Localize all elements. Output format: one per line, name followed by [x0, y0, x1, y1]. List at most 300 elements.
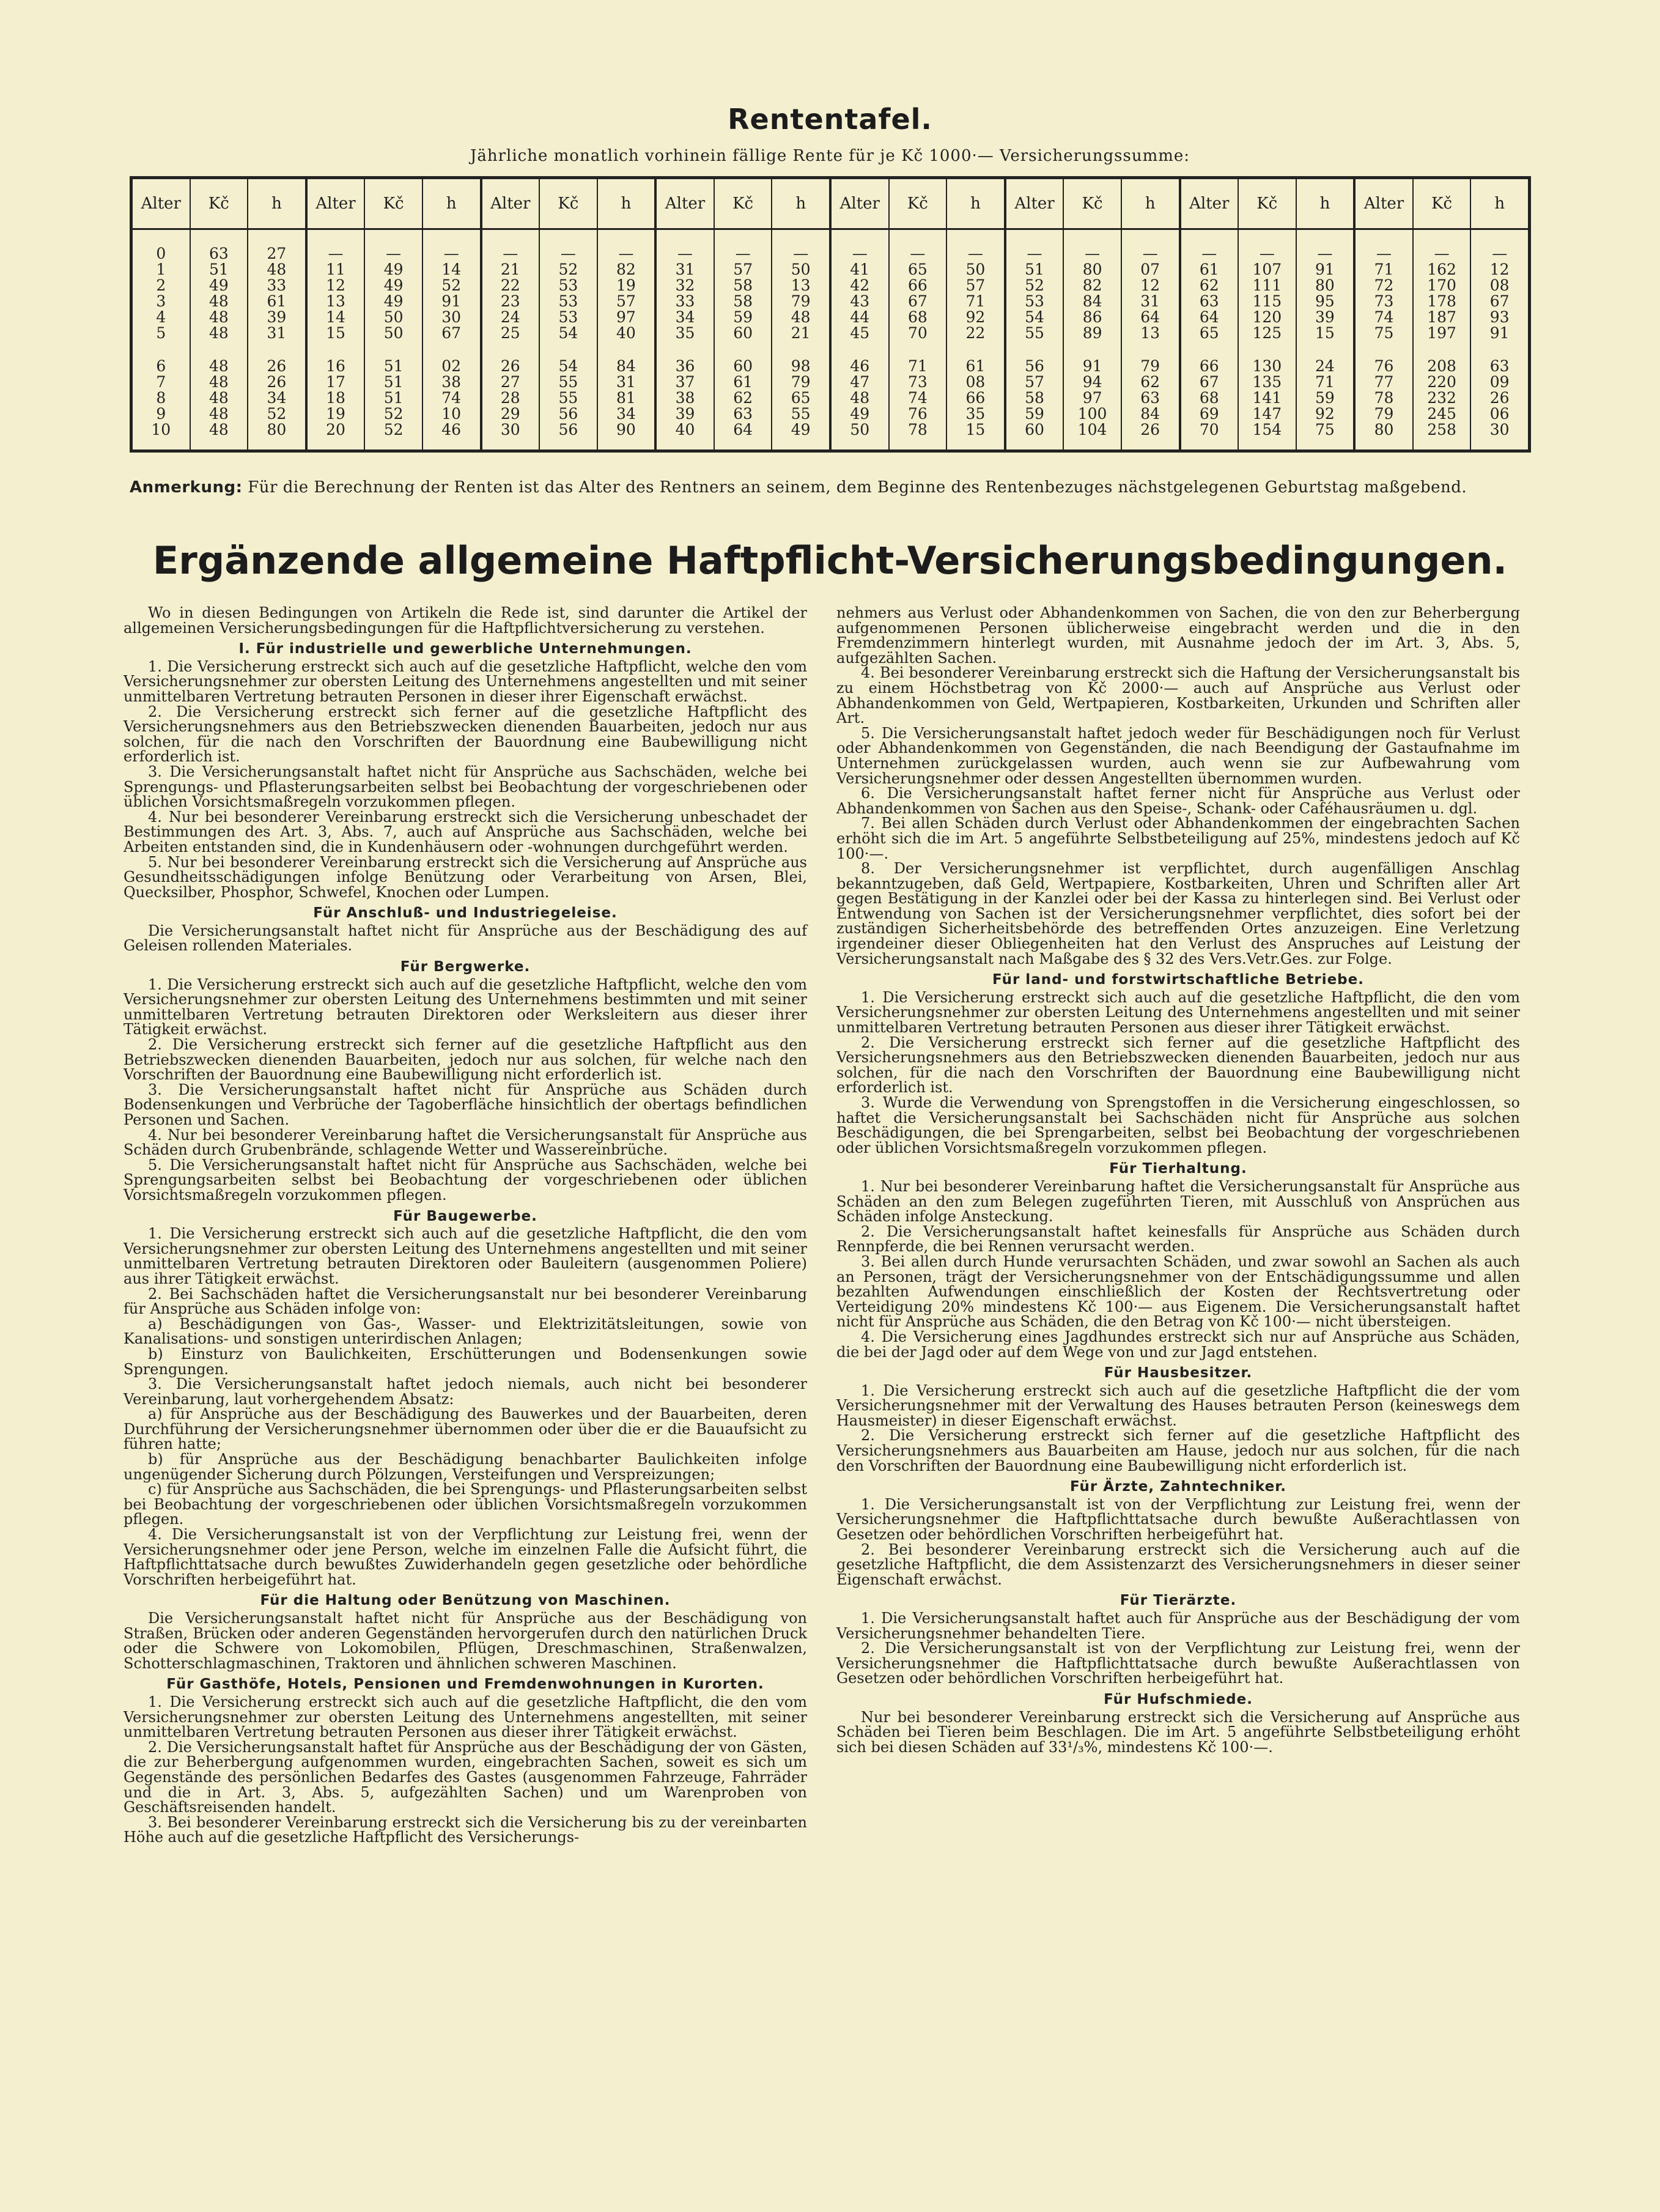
- column-header: h: [271, 194, 282, 213]
- table-cell: 59: [1025, 405, 1044, 423]
- table-cell: 77: [1374, 373, 1394, 391]
- rent-table-column: [248, 230, 305, 449]
- table-cell: 53: [558, 292, 578, 310]
- table-cell: 16: [326, 357, 345, 375]
- paragraph: 4. Nur bei besonderer Vereinbarung haftet die Versicherungsanstalt für Ansprüche aus Schäden durch Grubenbrände, schlagende Wetter und Wassereinbrüche.: [124, 1126, 807, 1159]
- paragraph: 3. Die Versicherungsanstalt haftet jedoch niemals, auch nicht bei besonderer Vereinbarung, laut vorhergehendem Absatz:: [124, 1375, 807, 1408]
- table-cell: 50: [850, 421, 870, 438]
- rent-table-header: [657, 179, 829, 230]
- section-heading: Für Gasthöfe, Hotels, Pensionen und Fremdenwohnungen in Kurorten.: [166, 1676, 764, 1693]
- note-text: Für die Berechnung der Renten ist das Alter des Rentners an seinem, dem Beginne des Rentenbezuges nächstgelegenen Geburtstag maßgebend.: [248, 478, 1467, 497]
- table-cell: 92: [1315, 405, 1335, 423]
- paragraph: 1. Die Versicherung erstreckt sich auch auf die gesetzliche Haftpflicht, die den vom Versicherungsnehmer zur obersten Leitung des Unternehmens angestellten und mit seiner unmittelbaren Vertretung betrauten Direktoren oder Bauleitern (ausgenommen Poliere) aus ihrer Tätigkeit erwächst.: [124, 1225, 807, 1287]
- table-cell: 26: [267, 357, 287, 375]
- table-cell: 13: [326, 292, 345, 310]
- table-cell: 18: [326, 389, 345, 407]
- table-cell: 5: [156, 324, 166, 342]
- rent-table-column: [1006, 230, 1064, 449]
- table-cell: 09: [1489, 373, 1510, 391]
- table-cell: 26: [1140, 421, 1160, 438]
- table-cell: 07: [1140, 261, 1160, 278]
- table-cell: 52: [1025, 276, 1044, 294]
- table-cell: 89: [1082, 324, 1102, 342]
- table-cell: 27: [267, 245, 287, 262]
- table-cell: 46: [441, 421, 462, 438]
- table-cell: 71: [1315, 373, 1335, 391]
- table-cell: —: [967, 245, 983, 262]
- table-cell: 53: [1025, 292, 1044, 310]
- table-cell: 55: [558, 373, 578, 391]
- table-cell: 76: [907, 405, 928, 423]
- table-cell: 60: [733, 357, 753, 375]
- table-cell: —: [1434, 245, 1450, 262]
- column-header: h: [795, 194, 806, 213]
- table-cell: 63: [733, 405, 753, 423]
- table-cell: 12: [326, 276, 345, 294]
- left-text-column: [124, 605, 807, 1845]
- table-cell: 95: [1315, 292, 1335, 310]
- rent-table-column: [423, 230, 480, 449]
- table-cell: 91: [1489, 324, 1510, 342]
- paragraph: 5. Die Versicherungsanstalt haftet jedoch weder für Beschädigungen noch für Verlust oder Abhandenkommen von Gegenständen, die nach Beendigung der Gastaufnahme im Unternehmen zurückgelassen wurden, auch wenn sie zur Aufbewahrung vom Versicherungsnehmer oder dessen Angestellten übernommen wurden.: [836, 724, 1520, 787]
- table-cell: 66: [907, 276, 928, 294]
- table-cell: 74: [907, 389, 928, 407]
- table-cell: 59: [733, 308, 753, 326]
- table-cell: 48: [208, 357, 229, 375]
- table-cell: 42: [850, 276, 870, 294]
- table-cell: 64: [733, 421, 753, 438]
- table-cell: 65: [791, 389, 811, 407]
- table-cell: 08: [1489, 276, 1510, 294]
- paragraph: 2. Die Versicherungsanstalt ist von der Verpflichtung zur Leistung frei, wenn der Versicherungsnehmer die Haftpflichttatsache durch bewußte Außerachtlassen von Gesetzen oder behördlichen Vorschriften herbeigeführt hat.: [836, 1640, 1520, 1687]
- column-header: h: [970, 194, 981, 213]
- column-header: Kč: [191, 179, 249, 228]
- paragraph: Die Versicherungsanstalt haftet nicht für Ansprüche aus der Beschädigung des auf Geleisen rollenden Materiales.: [124, 922, 807, 955]
- column-header: h: [621, 194, 632, 213]
- table-cell: 30: [441, 308, 462, 326]
- table-subtitle: Jährliche monatlich vorhinein fällige Rente für je Kč 1000·— Versicherungssumme:: [470, 147, 1190, 165]
- table-cell: 33: [675, 292, 695, 310]
- note-label: Anmerkung:: [130, 478, 243, 497]
- table-cell: 29: [500, 405, 520, 423]
- paragraph: 1. Die Versicherung erstreckt sich auch auf die gesetzliche Haftpflicht, welche den vom Versicherungsnehmer zur obersten Leitung des Unternehmens angestellten und mit seiner unmittelbaren Vertretung betrauten Personen in dieser ihrer Eigenschaft erwächst.: [124, 657, 807, 705]
- table-cell: 141: [1252, 389, 1282, 407]
- table-cell: 67: [1199, 373, 1219, 391]
- paragraph: 1. Die Versicherungsanstalt ist von der Verpflichtung zur Leistung frei, wenn der Versicherungsnehmer die Haftpflichttatsache durch bewußte Außerachtlassen von Gesetzen oder behördlichen Vorschriften herbeigeführt hat.: [836, 1495, 1520, 1544]
- table-cell: 97: [616, 308, 636, 326]
- table-cell: 39: [1315, 308, 1335, 326]
- table-cell: 8: [156, 389, 166, 407]
- rent-table-group: [1181, 179, 1356, 449]
- table-cell: 73: [1374, 292, 1394, 310]
- table-cell: 79: [1140, 357, 1160, 375]
- paragraph: a) Beschädigungen von Gas-, Wasser- und Elektrizitätsleitungen, sowie von Kanalisations- und sonstigen unterirdischen Anlagen;: [124, 1315, 807, 1348]
- paragraph: 2. Die Versicherung erstreckt sich ferner auf die gesetzliche Haftpflicht aus den Betriebszwecken dienenden Bauarbeiten, jedoch nur aus solchen, für welche nach den Vorschriften der Bauordnung eine Baubewilligung nicht erforderlich ist.: [124, 1036, 807, 1084]
- table-cell: 53: [558, 308, 578, 326]
- main-title: Ergänzende allgemeine Haftpflicht-Versicherungsbedingungen.: [152, 538, 1508, 583]
- section-heading: I. Für industrielle und gewerbliche Unternehmungen.: [238, 641, 692, 657]
- table-cell: 20: [326, 421, 345, 438]
- table-cell: 91: [1315, 261, 1335, 278]
- table-cell: 208: [1427, 357, 1456, 375]
- table-cell: 26: [1489, 389, 1510, 407]
- table-cell: 40: [616, 324, 636, 342]
- table-cell: 55: [791, 405, 811, 423]
- column-header: Kč: [1239, 179, 1297, 228]
- table-cell: 32: [675, 276, 695, 294]
- paragraph: 2. Die Versicherung erstreckt sich ferner auf die gesetzliche Haftpflicht des Versicherungsnehmers aus den Betriebszwecken dienenden Bauarbeiten, jedoch nur aus solchen, für die nach den Vorschriften der Bauordnung eine Baubewilligung nicht erforderlich ist.: [836, 1034, 1520, 1097]
- paragraph: 4. Die Versicherungsanstalt ist von der Verpflichtung zur Leistung frei, wenn der Versicherungsnehmer oder jene Person, welche im einzelnen Falle die Aufsicht führt, die Haftpflichttatsache durch bewußtes Zuwiderhandeln gegen gesetzliche oder behördliche Vorschriften herbeigeführt hat.: [124, 1526, 807, 1588]
- table-cell: 53: [558, 276, 578, 294]
- paragraph: 1. Die Versicherungsanstalt haftet auch für Ansprüche aus der Beschädigung der vom Versicherungsnehmer behandelten Tiere.: [836, 1610, 1520, 1642]
- table-cell: 63: [1489, 357, 1510, 375]
- table-cell: —: [1201, 245, 1217, 262]
- table-cell: 43: [850, 292, 870, 310]
- table-cell: 61: [267, 292, 287, 310]
- column-header: Alter: [482, 179, 540, 228]
- table-cell: 11: [326, 261, 345, 278]
- table-cell: 111: [1252, 276, 1282, 294]
- rent-table-header: [133, 179, 305, 230]
- table-cell: —: [1085, 245, 1101, 262]
- table-cell: 84: [616, 357, 636, 375]
- paragraph: b) Einsturz von Baulichkeiten, Erschütterungen und Bodensenkungen sowie Sprengungen.: [124, 1345, 807, 1378]
- table-cell: 75: [1374, 324, 1394, 342]
- table-cell: 31: [616, 373, 636, 391]
- section-heading: Für Tierärzte.: [1120, 1592, 1237, 1609]
- paragraph: b) für Ansprüche aus der Beschädigung benachbarter Baulichkeiten infolge ungenügender Sicherung durch Pölzungen, Versteifungen und Verspreizungen;: [124, 1451, 807, 1483]
- table-cell: 56: [1025, 357, 1044, 375]
- table-cell: 38: [675, 389, 695, 407]
- table-cell: 22: [500, 276, 520, 294]
- table-cell: 48: [208, 292, 229, 310]
- column-header: Kč: [1414, 179, 1472, 228]
- table-cell: 51: [383, 357, 404, 375]
- table-cell: —: [386, 245, 402, 262]
- table-cell: 91: [441, 292, 462, 310]
- table-cell: —: [735, 245, 751, 262]
- table-cell: 48: [208, 405, 229, 423]
- paragraph: Die Versicherungsanstalt haftet nicht für Ansprüche aus der Beschädigung von Straßen, Brücken oder anderen Gegenständen hervorgerufen durch den natürlichen Druck oder die Schwere von Lokomobilen, Pflügen, Dreschmaschinen, Straßenwalzen, Schotterschlagmaschinen, Traktoren und ähnlichen schweren Maschinen.: [124, 1610, 807, 1672]
- table-cell: 25: [500, 324, 520, 342]
- column-header: Kč: [1064, 179, 1122, 228]
- paragraph: 1. Die Versicherung erstreckt sich auch auf die gesetzliche Haftpflicht, die den vom Versicherungsnehmer zur obersten Leitung des Unternehmens angestellten, mit seiner unmittelbaren Vertretung betrauten Personen aus dieser ihrer Tätigkeit erwächst.: [124, 1693, 807, 1741]
- rent-table-column: [365, 230, 423, 449]
- table-cell: 31: [1140, 292, 1160, 310]
- paragraph: 1. Die Versicherung erstreckt sich auch auf die gesetzliche Haftpflicht die der vom Versicherungsnehmer mit der Verwaltung des Hauses betrauten Person (keineswegs dem Hausmeister) in dieser Eigenschaft erwächst.: [836, 1382, 1520, 1429]
- table-cell: 36: [675, 357, 695, 375]
- paragraph: 5. Die Versicherungsanstalt haftet nicht für Ansprüche aus Sachschäden, welche bei Sprengungsarbeiten selbst bei Beobachtung der vorgeschriebenen oder üblichen Vorsichtsmaßregeln vorzukommen pflegen.: [124, 1156, 807, 1204]
- rent-table-group: [832, 179, 1006, 449]
- rent-table-column: [1297, 230, 1354, 449]
- paragraph: 3. Bei besonderer Vereinbarung erstreckt sich die Versicherung bis zu der vereinbarten Höhe auch auf die gesetzliche Haftpflicht des Versicherungs-: [124, 1813, 807, 1846]
- table-cell: —: [677, 245, 693, 262]
- table-cell: 24: [500, 308, 520, 326]
- table-cell: 13: [1140, 324, 1160, 342]
- table-cell: 52: [558, 261, 578, 278]
- table-cell: 220: [1427, 373, 1456, 391]
- table-cell: 80: [1082, 261, 1102, 278]
- rent-table-column: [1356, 230, 1414, 449]
- table-cell: 98: [791, 357, 811, 375]
- table-cell: 64: [1140, 308, 1160, 326]
- table-cell: 46: [850, 357, 870, 375]
- rent-table-column: [598, 230, 655, 449]
- table-cell: 38: [441, 373, 462, 391]
- table-cell: 50: [383, 324, 404, 342]
- table-cell: 45: [850, 324, 870, 342]
- table-cell: 48: [208, 389, 229, 407]
- table-cell: 10: [151, 421, 171, 438]
- table-cell: 2: [156, 276, 166, 294]
- table-cell: 100: [1077, 405, 1107, 423]
- table-cell: 57: [733, 261, 753, 278]
- rent-table-group: [308, 179, 482, 449]
- table-cell: 23: [500, 292, 520, 310]
- table-cell: 39: [675, 405, 695, 423]
- table-cell: 63: [1140, 389, 1160, 407]
- rent-table-header: [1181, 179, 1354, 230]
- paragraph: 4. Die Versicherung eines Jagdhundes erstreckt sich nur auf Ansprüche aus Schäden, die bei der Jagd oder auf dem Wege von und zur Jagd entstehen.: [836, 1328, 1520, 1361]
- table-cell: 35: [675, 324, 695, 342]
- column-header: Alter: [1006, 179, 1064, 228]
- table-cell: 81: [616, 389, 636, 407]
- table-cell: 63: [1199, 292, 1219, 310]
- column-header: Alter: [308, 179, 366, 228]
- table-cell: 67: [1489, 292, 1510, 310]
- table-cell: 28: [500, 389, 520, 407]
- table-cell: —: [1027, 245, 1042, 262]
- paragraph: c) für Ansprüche aus Sachschäden, die bei Sprengungs- und Pflasterungsarbeiten selbst bei Beobachtung der vorgeschriebenen oder üblichen Vorsichtsmaßregeln vorzukommen pflegen.: [124, 1481, 807, 1528]
- section-heading: Für Hausbesitzer.: [1104, 1365, 1253, 1382]
- table-cell: 49: [850, 405, 870, 423]
- table-cell: 55: [1025, 324, 1044, 342]
- column-header: Kč: [715, 179, 773, 228]
- table-cell: —: [910, 245, 926, 262]
- table-cell: —: [1317, 245, 1333, 262]
- column-header: Alter: [1356, 179, 1414, 228]
- table-cell: 82: [1082, 276, 1102, 294]
- rent-table-column: [715, 230, 773, 449]
- paragraph: 2. Die Versicherung erstreckt sich ferner auf die gesetzliche Haftpflicht des Versicherungsnehmers aus Bauarbeiten am Hause, jedoch nur aus solchen, für die nach den Vorschriften der Bauordnung eine Baubewilligung nicht erforderlich ist.: [836, 1427, 1520, 1474]
- table-cell: 49: [383, 261, 404, 278]
- table-cell: 17: [326, 373, 345, 391]
- table-cell: 50: [791, 261, 811, 278]
- column-header: Alter: [133, 179, 191, 228]
- table-cell: 69: [1199, 405, 1219, 423]
- table-cell: 21: [500, 261, 520, 278]
- rent-table-column: [1064, 230, 1122, 449]
- table-cell: 35: [965, 405, 986, 423]
- table-cell: 9: [156, 405, 166, 423]
- section-heading: Für Bergwerke.: [400, 959, 531, 975]
- paragraph: 4. Nur bei besonderer Vereinbarung erstreckt sich die Versicherung unbeschadet der Bestimmungen des Art. 3, Abs. 7, auch auf Ansprüche aus Sachschäden, welche bei Arbeiten entstanden sind, die in Kundenhäusern oder -wohnungen durchgeführt werden.: [124, 808, 807, 856]
- table-cell: 34: [267, 389, 287, 407]
- paragraph: nehmers aus Verlust oder Abhandenkommen von Sachen, die von den zur Beherbergung aufgenommenen Personen üblicherweise eingebracht werden und die in den Fremdenzimmern hinterlegt wurden, mit Ausnahme jedoch der im Art. 3, Abs. 5, aufgezählten Sachen.: [836, 604, 1520, 667]
- table-cell: 94: [1082, 373, 1102, 391]
- table-cell: 1: [156, 261, 166, 278]
- table-cell: 19: [326, 405, 345, 423]
- rent-table-column: [1414, 230, 1472, 449]
- table-cell: —: [1259, 245, 1275, 262]
- table-cell: 7: [156, 373, 166, 391]
- table-cell: 37: [675, 373, 695, 391]
- column-header: Kč: [365, 179, 423, 228]
- table-cell: 52: [383, 405, 404, 423]
- table-cell: 49: [383, 292, 404, 310]
- paragraph: a) für Ansprüche aus der Beschädigung des Bauwerkes und der Bauarbeiten, deren Durchführung der Versicherungsnehmer übernommen oder über die er die Bauaufsicht zu führen hatte;: [124, 1405, 807, 1453]
- column-header: Kč: [540, 179, 598, 228]
- table-cell: 245: [1427, 405, 1456, 423]
- right-text-column: [836, 605, 1520, 1755]
- rent-table-column: [947, 230, 1004, 449]
- table-cell: 66: [1199, 357, 1219, 375]
- table-cell: 50: [383, 308, 404, 326]
- rent-table-header: [832, 179, 1004, 230]
- paragraph: 1. Die Versicherung erstreckt sich auch auf die gesetzliche Haftpflicht, welche den vom Versicherungsnehmer zur obersten Leitung des Unternehmens bestimmten und mit seiner unmittelbaren Vertretung betrauten Direktoren oder Werksleitern aus dieser ihrer Tätigkeit erwächst.: [124, 975, 807, 1038]
- rent-table-column: [1181, 230, 1239, 449]
- table-cell: 57: [965, 276, 986, 294]
- table-note: [130, 478, 1536, 497]
- table-cell: —: [1376, 245, 1392, 262]
- table-cell: 104: [1077, 421, 1107, 438]
- table-cell: 65: [907, 261, 928, 278]
- table-cell: 34: [616, 405, 636, 423]
- table-cell: 31: [267, 324, 287, 342]
- table-cell: —: [852, 245, 868, 262]
- paragraph: 2. Die Versicherung erstreckt sich ferner auf die gesetzliche Haftpflicht des Versicherungsnehmers aus den Betriebszwecken dienenden Bauarbeiten, jedoch nur aus solchen, für die nach den Vorschriften der Bauordnung eine Baubewilligung nicht erforderlich ist.: [124, 703, 807, 766]
- paragraph: 2. Bei Sachschäden haftet die Versicherungsanstalt nur bei besonderer Vereinbarung für Ansprüche aus Schäden infolge von:: [124, 1285, 807, 1318]
- table-cell: 115: [1252, 292, 1282, 310]
- paragraph: 3. Die Versicherungsanstalt haftet nicht für Ansprüche aus Schäden durch Bodensenkungen und Verbrüche der Tagoberfläche hinsichtlich der obertags befindlichen Personen und Sachen.: [124, 1081, 807, 1128]
- table-cell: 39: [267, 308, 287, 326]
- table-cell: 49: [791, 421, 811, 438]
- table-cell: 48: [791, 308, 811, 326]
- rent-table-column: [1122, 230, 1179, 449]
- table-cell: 55: [558, 389, 578, 407]
- table-cell: 47: [850, 373, 870, 391]
- table-cell: 74: [1374, 308, 1394, 326]
- rent-table-column: [890, 230, 948, 449]
- table-cell: 34: [675, 308, 695, 326]
- table-cell: 72: [1374, 276, 1394, 294]
- paragraph: 2. Die Versicherungsanstalt haftet keinesfalls für Ansprüche aus Schäden durch Rennpferde, die bei Rennen verursacht werden.: [836, 1223, 1520, 1256]
- table-cell: —: [618, 245, 634, 262]
- rent-table-column: [540, 230, 598, 449]
- rent-table-header: [308, 179, 480, 230]
- table-cell: 54: [558, 324, 578, 342]
- rent-table-column: [772, 230, 829, 449]
- table-cell: 58: [733, 276, 753, 294]
- rent-table-column: [133, 230, 191, 449]
- table-cell: 31: [675, 261, 695, 278]
- column-header: Alter: [832, 179, 890, 228]
- rent-table-header: [1356, 179, 1528, 230]
- table-cell: —: [443, 245, 459, 262]
- table-cell: 170: [1427, 276, 1456, 294]
- table-cell: 68: [1199, 389, 1219, 407]
- section-heading: Für land- und forstwirtschaftliche Betriebe.: [992, 972, 1364, 988]
- table-cell: 30: [1489, 421, 1510, 438]
- table-cell: 66: [965, 389, 986, 407]
- table-cell: 232: [1427, 389, 1456, 407]
- table-cell: 125: [1252, 324, 1282, 342]
- paragraph: 3. Bei allen durch Hunde verursachten Schäden, und zwar sowohl an Sachen als auch an Personen, trägt der Versicherungsnehmer von der Entschädigungssumme und allen bezahlten Aufwendungen einschließlich der Kosten der Rechtsvertretung oder Verteidigung 20% mindestens Kč 100·— aus Eigenem. Die Versicherungsanstalt haftet nicht für Ansprüche aus Schäden, die den Betrag von Kč 100·— nicht übersteigen.: [836, 1252, 1520, 1331]
- table-cell: —: [560, 245, 576, 262]
- table-cell: 70: [907, 324, 928, 342]
- table-cell: —: [793, 245, 809, 262]
- column-header: Alter: [1181, 179, 1239, 228]
- paragraph: 6. Die Versicherungsanstalt haftet ferner nicht für Ansprüche aus Verlust oder Abhandenkommen von Sachen aus den Speise-, Schank- oder Caféhausräumen u. dgl.: [836, 785, 1520, 817]
- table-cell: 57: [616, 292, 636, 310]
- rent-table-column: [308, 230, 366, 449]
- section-heading: Für die Haltung oder Benützung von Maschinen.: [260, 1592, 671, 1609]
- table-cell: 52: [441, 276, 462, 294]
- table-cell: 75: [1315, 421, 1335, 438]
- table-cell: 97: [1082, 389, 1102, 407]
- table-cell: 48: [208, 308, 229, 326]
- table-cell: 56: [558, 405, 578, 423]
- table-cell: 15: [965, 421, 986, 438]
- column-header: h: [446, 194, 457, 213]
- table-cell: 48: [208, 373, 229, 391]
- table-cell: 197: [1427, 324, 1456, 342]
- paragraph: Nur bei besonderer Vereinbarung erstreckt sich die Versicherung auf Ansprüche aus Schäden bei Tieren beim Beschlagen. Die im Art. 5 angeführte Selbstbeteiligung erhöht sich bei diesen Schäden auf 33¹/₃%, mindestens Kč 100·—.: [836, 1708, 1520, 1756]
- table-cell: 48: [850, 389, 870, 407]
- table-cell: 44: [850, 308, 870, 326]
- table-cell: 06: [1489, 405, 1510, 423]
- table-cell: 67: [441, 324, 462, 342]
- table-cell: 79: [791, 373, 811, 391]
- table-cell: 63: [208, 245, 229, 262]
- table-cell: 82: [616, 261, 636, 278]
- table-cell: 107: [1252, 261, 1282, 278]
- table-cell: 02: [441, 357, 462, 375]
- paragraph: 7. Bei allen Schäden durch Verlust oder Abhandenkommen der eingebrachten Sachen erhöht sich die im Art. 5 angeführte Selbstbeteiligung auf 25%, mindestens jedoch auf Kč 100·—.: [836, 815, 1520, 862]
- table-cell: 154: [1252, 421, 1282, 438]
- rent-table-column: [1239, 230, 1297, 449]
- table-cell: 92: [965, 308, 986, 326]
- table-cell: 27: [500, 373, 520, 391]
- rent-table-header: [482, 179, 655, 230]
- table-cell: 12: [1489, 261, 1510, 278]
- table-cell: 84: [1140, 405, 1160, 423]
- column-header: Kč: [890, 179, 948, 228]
- table-cell: 40: [675, 421, 695, 438]
- table-cell: 79: [1374, 405, 1394, 423]
- table-cell: 258: [1427, 421, 1456, 438]
- table-cell: 135: [1252, 373, 1282, 391]
- table-cell: 65: [1199, 324, 1219, 342]
- table-cell: 24: [1315, 357, 1335, 375]
- table-cell: 74: [441, 389, 462, 407]
- table-cell: 6: [156, 357, 166, 375]
- rent-table-column: [1471, 230, 1528, 449]
- table-cell: 0: [156, 245, 166, 262]
- section-heading: Für Tierhaltung.: [1109, 1161, 1247, 1177]
- rent-table-group: [133, 179, 308, 449]
- table-cell: 52: [383, 421, 404, 438]
- table-cell: 49: [383, 276, 404, 294]
- table-cell: 61: [733, 373, 753, 391]
- table-cell: 26: [500, 357, 520, 375]
- table-cell: 56: [558, 421, 578, 438]
- paragraph: 1. Die Versicherung erstreckt sich auch auf die gesetzliche Haftpflicht, die den vom Versicherungsnehmer zur obersten Leitung des Unternehmens angestellten und mit seiner unmittelbaren Vertretung betrauten Personen aus dieser ihrer Tätigkeit erwächst.: [836, 988, 1520, 1037]
- table-cell: 52: [267, 405, 287, 423]
- table-cell: 22: [965, 324, 986, 342]
- table-cell: 70: [1199, 421, 1219, 438]
- table-cell: 51: [383, 373, 404, 391]
